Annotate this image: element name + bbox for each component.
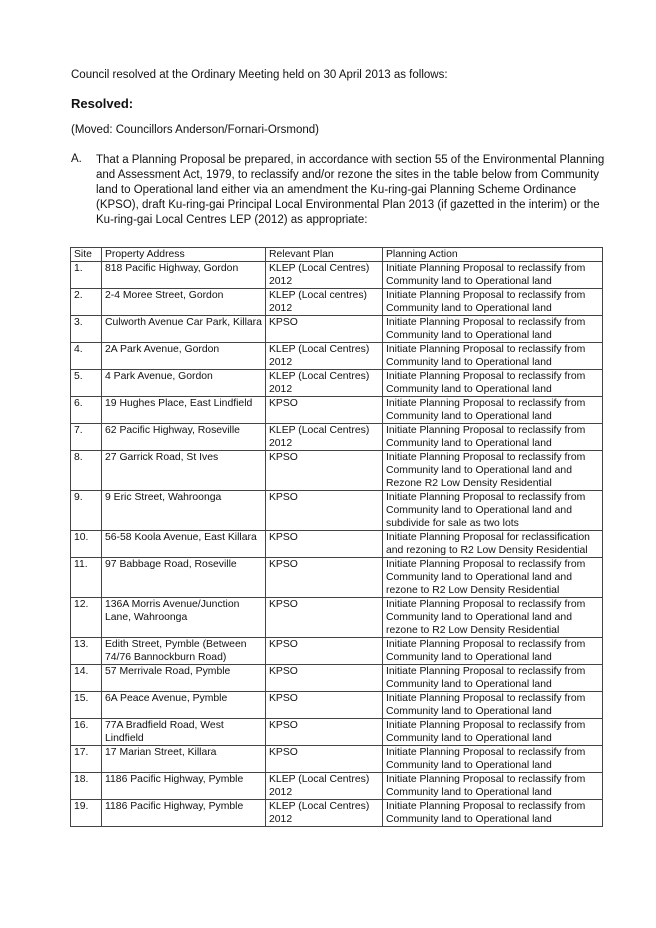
table-row [71,370,603,397]
header-property-address: Property Address [102,248,266,262]
cell-action: Initiate Planning Proposal to reclassify from Community land to Operational land and Rezone R2 Low Density Residential [383,451,603,491]
cell-action: Initiate Planning Proposal to reclassify from Community land to Operational land [383,638,603,665]
item-letter: A. [71,153,82,165]
cell-address: 62 Pacific Highway, Roseville [102,424,266,451]
intro-text: Council resolved at the Ordinary Meeting held on 30 April 2013 as follows: [71,69,448,81]
cell-action: Initiate Planning Proposal to reclassify from Community land to Operational land [383,370,603,397]
cell-plan: KPSO [266,719,383,746]
cell-plan: KLEP (Local Centres) 2012 [266,800,383,827]
cell-site: 12. [71,598,102,638]
table-row [71,558,603,598]
cell-plan: KPSO [266,397,383,424]
cell-plan: KPSO [266,665,383,692]
cell-action: Initiate Planning Proposal to reclassify from Community land to Operational land [383,262,603,289]
cell-plan: KPSO [266,491,383,531]
table-row [71,262,603,289]
cell-address: 97 Babbage Road, Roseville [102,558,266,598]
table-row [71,451,603,491]
table-row [71,424,603,451]
table-header-row [71,248,603,262]
cell-site: 3. [71,316,102,343]
cell-action: Initiate Planning Proposal to reclassify from Community land to Operational land [383,665,603,692]
cell-address: 9 Eric Street, Wahroonga [102,491,266,531]
cell-address: Edith Street, Pymble (Between 74/76 Bannockburn Road) [102,638,266,665]
cell-plan: KPSO [266,316,383,343]
table-row [71,692,603,719]
cell-action: Initiate Planning Proposal to reclassify from Community land to Operational land [383,746,603,773]
cell-site: 19. [71,800,102,827]
resolved-heading: Resolved: [71,96,134,111]
cell-action: Initiate Planning Proposal for reclassification and rezoning to R2 Low Density Residential [383,531,603,558]
table-row [71,800,603,827]
table-row [71,638,603,665]
table-row [71,289,603,316]
cell-address: 2-4 Moree Street, Gordon [102,289,266,316]
cell-plan: KPSO [266,638,383,665]
cell-site: 15. [71,692,102,719]
cell-site: 8. [71,451,102,491]
cell-address: 818 Pacific Highway, Gordon [102,262,266,289]
cell-address: 1186 Pacific Highway, Pymble [102,773,266,800]
cell-site: 18. [71,773,102,800]
table-row [71,316,603,343]
cell-site: 11. [71,558,102,598]
cell-address: 4 Park Avenue, Gordon [102,370,266,397]
sites-table [70,247,603,827]
header-relevant-plan: Relevant Plan [266,248,383,262]
cell-plan: KLEP (Local centres) 2012 [266,289,383,316]
item-text: That a Planning Proposal be prepared, in accordance with section 55 of the Environmental Planning and Assessment Act, 1979, to reclassify and/or rezone the sites in the table below from Community land to Operational land either via an amendment the Ku-ring-gai Planning Scheme Ordinance (KPSO), draft Ku-ring-gai Principal Local Environmental Plan 2013 (if gazetted in the interim) or the Ku-ring-gai Local Centres LEP (2012) as appropriate: [96,154,605,226]
table-row [71,773,603,800]
cell-action: Initiate Planning Proposal to reclassify from Community land to Operational land [383,424,603,451]
header-planning-action: Planning Action [383,248,603,262]
cell-plan: KLEP (Local Centres) 2012 [266,343,383,370]
cell-site: 13. [71,638,102,665]
cell-address: Culworth Avenue Car Park, Killara [102,316,266,343]
cell-address: 1186 Pacific Highway, Pymble [102,800,266,827]
cell-plan: KLEP (Local Centres) 2012 [266,424,383,451]
cell-action: Initiate Planning Proposal to reclassify from Community land to Operational land [383,773,603,800]
cell-site: 16. [71,719,102,746]
cell-plan: KPSO [266,451,383,491]
cell-site: 7. [71,424,102,451]
cell-action: Initiate Planning Proposal to reclassify from Community land to Operational land [383,343,603,370]
cell-plan: KPSO [266,558,383,598]
cell-address: 77A Bradfield Road, West Lindfield [102,719,266,746]
cell-address: 136A Morris Avenue/Junction Lane, Wahroonga [102,598,266,638]
cell-site: 6. [71,397,102,424]
table-row [71,397,603,424]
cell-site: 9. [71,491,102,531]
cell-site: 5. [71,370,102,397]
cell-action: Initiate Planning Proposal to reclassify from Community land to Operational land [383,289,603,316]
cell-site: 1. [71,262,102,289]
cell-plan: KPSO [266,531,383,558]
cell-site: 17. [71,746,102,773]
cell-plan: KPSO [266,598,383,638]
table-row [71,531,603,558]
moved-by-text: (Moved: Councillors Anderson/Fornari-Orsmond) [71,124,319,136]
cell-plan: KPSO [266,692,383,719]
cell-address: 6A Peace Avenue, Pymble [102,692,266,719]
table-row [71,491,603,531]
cell-address: 27 Garrick Road, St Ives [102,451,266,491]
cell-action: Initiate Planning Proposal to reclassify from Community land to Operational land and rezone to R2 Low Density Residential [383,558,603,598]
cell-action: Initiate Planning Proposal to reclassify from Community land to Operational land [383,316,603,343]
cell-site: 14. [71,665,102,692]
cell-action: Initiate Planning Proposal to reclassify from Community land to Operational land [383,719,603,746]
header-site: Site [71,248,102,262]
cell-action: Initiate Planning Proposal to reclassify from Community land to Operational land [383,692,603,719]
cell-site: 10. [71,531,102,558]
cell-address: 19 Hughes Place, East Lindfield [102,397,266,424]
cell-address: 56-58 Koola Avenue, East Killara [102,531,266,558]
cell-address: 2A Park Avenue, Gordon [102,343,266,370]
table-row [71,343,603,370]
cell-site: 2. [71,289,102,316]
cell-address: 17 Marian Street, Killara [102,746,266,773]
cell-plan: KLEP (Local Centres) 2012 [266,370,383,397]
cell-plan: KPSO [266,746,383,773]
cell-action: Initiate Planning Proposal to reclassify from Community land to Operational land [383,397,603,424]
table-row [71,719,603,746]
table-body [71,262,603,827]
cell-plan: KLEP (Local Centres) 2012 [266,773,383,800]
cell-action: Initiate Planning Proposal to reclassify from Community land to Operational land and rezone to R2 Low Density Residential [383,598,603,638]
cell-action: Initiate Planning Proposal to reclassify from Community land to Operational land [383,800,603,827]
cell-action: Initiate Planning Proposal to reclassify from Community land to Operational land and subdivide for sale as two lots [383,491,603,531]
cell-plan: KLEP (Local Centres) 2012 [266,262,383,289]
table-row [71,746,603,773]
cell-site: 4. [71,343,102,370]
cell-address: 57 Merrivale Road, Pymble [102,665,266,692]
table-row [71,665,603,692]
table-row [71,598,603,638]
